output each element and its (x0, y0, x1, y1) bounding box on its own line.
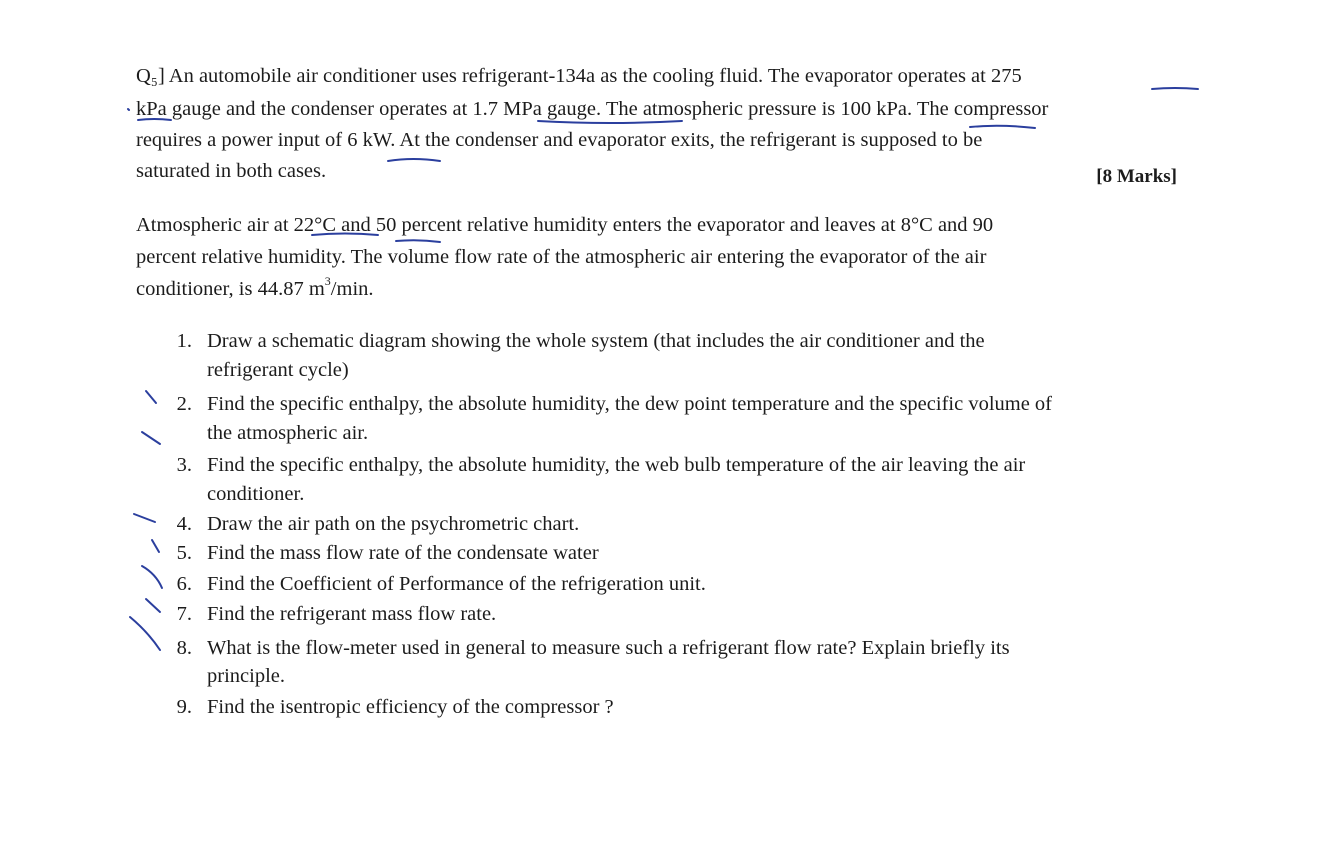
tick-mark-item-2 (146, 391, 156, 403)
item-7-number: 7. (176, 603, 192, 625)
marks-label: [8 Marks] (1096, 166, 1177, 187)
question-line-2: kPa gauge and the condenser operates at 1.7 MPa gauge. The atmospheric pressure is 100 kPa. The compressor (136, 98, 1049, 120)
dash-mark (388, 159, 440, 161)
underline-1-7-mpa-gauge (538, 121, 682, 123)
item-9-number: 9. (176, 696, 192, 718)
item-8-number: 8. (176, 637, 192, 659)
item-2-line-1: Find the specific enthalpy, the absolute humidity, the dew point temperature and the specific volume of (207, 393, 1053, 415)
item-6-line-1: Find the Coefficient of Performance of the refrigeration unit. (207, 573, 706, 595)
question-line-4: saturated in both cases. (136, 160, 327, 182)
small-dot (128, 109, 129, 110)
item-4-number: 4. (176, 513, 192, 535)
underline-275 (1152, 88, 1198, 89)
item-8-line-2: principle. (207, 665, 285, 687)
question-line-1: Q₅] An automobile air conditioner uses refrigerant-134a as the cooling fluid. The evaporator operates at 275 (136, 65, 1022, 87)
item-8-line-1: What is the flow-meter used in general to measure such a refrigerant flow rate? Explain briefly its (207, 637, 1010, 659)
air-line-1: Atmospheric air at 22°C and 50 percent relative humidity enters the evaporator and leaves at 8°C and 90 (136, 214, 994, 236)
item-7-line-1: Find the refrigerant mass flow rate. (207, 603, 497, 625)
tick-mark-item-8 (130, 617, 160, 650)
item-9-line-1: Find the isentropic efficiency of the compressor ? (207, 696, 614, 718)
item-4-line-1: Draw the air path on the psychrometric chart. (207, 513, 580, 535)
item-3-line-1: Find the specific enthalpy, the absolute humidity, the web bulb temperature of the air leaving the air (207, 454, 1026, 476)
tick-mark-item-2b (142, 432, 160, 444)
item-3-line-2: conditioner. (207, 483, 305, 505)
item-2-line-2: the atmospheric air. (207, 422, 369, 444)
item-1-number: 1. (176, 330, 192, 352)
item-5-line-1: Find the mass flow rate of the condensate water (207, 542, 599, 564)
air-line-3: conditioner, is 44.87 $m^3/\min$. (136, 274, 374, 300)
item-3-number: 3. (176, 454, 192, 476)
item-6-number: 6. (176, 573, 192, 595)
overline-the (396, 240, 440, 242)
question-label: Q₅] (136, 65, 165, 87)
question-line-3: requires a power input of 6 kW. At the condenser and evaporator exits, the refrigerant is supposed to be (136, 129, 983, 151)
item-1-line-2: refrigerant cycle) (207, 359, 349, 381)
item-1-line-1: Draw a schematic diagram showing the whole system (that includes the air conditioner and the (207, 330, 985, 352)
tick-mark-item-4 (134, 514, 155, 522)
item-5-number: 5. (176, 542, 192, 564)
air-line-2: percent relative humidity. The volume flow rate of the atmospheric air entering the evaporator of the air (136, 246, 987, 268)
item-2-number: 2. (176, 393, 192, 415)
